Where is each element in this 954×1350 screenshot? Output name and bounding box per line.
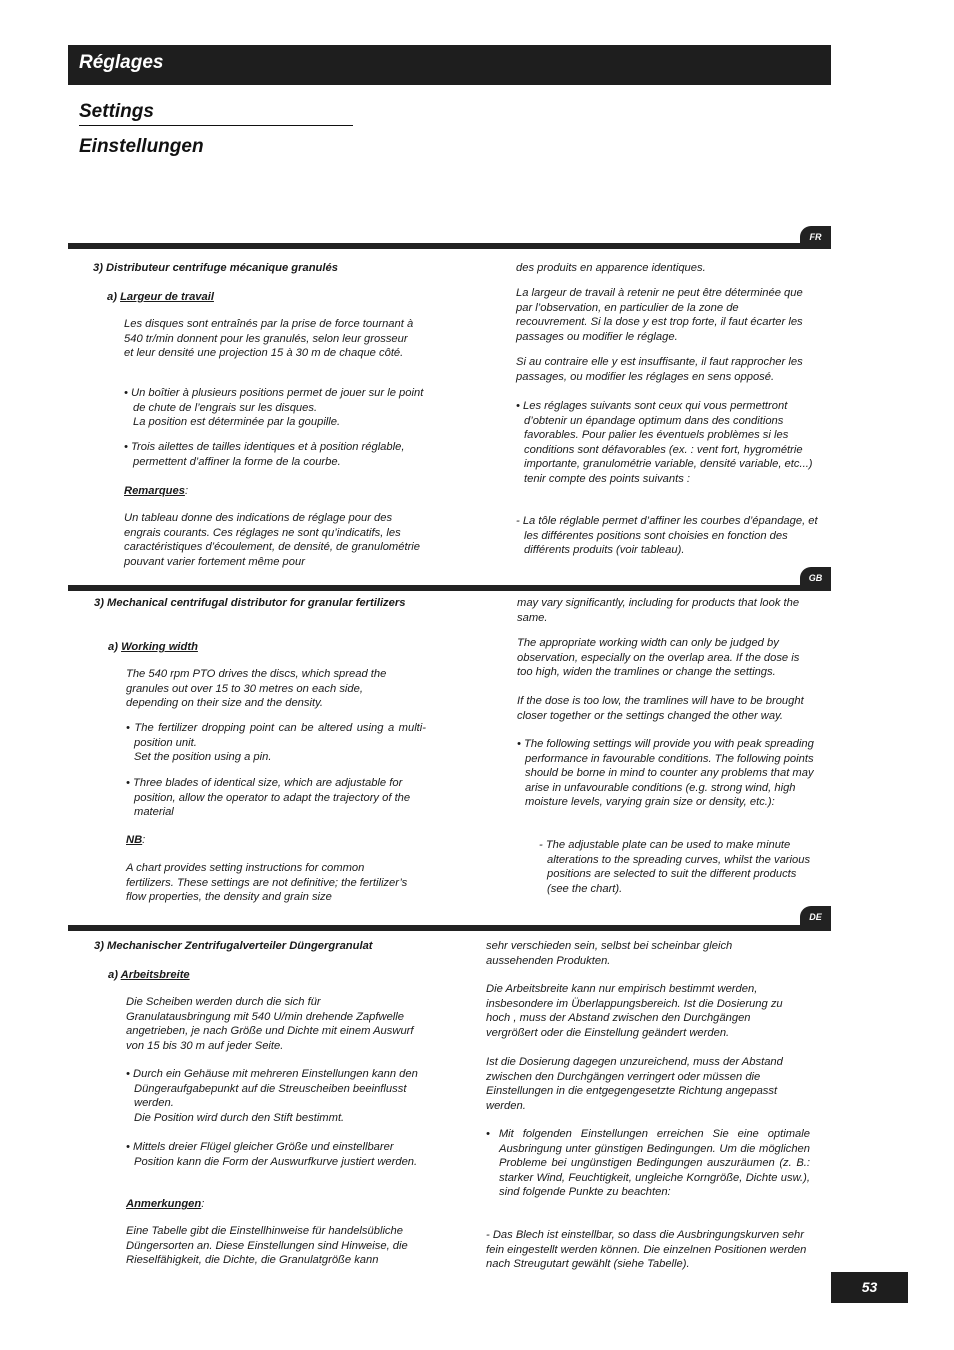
paragraph: If the dose is too low, the tramlines will have to be brought closer together or the settings changed the other way. — [517, 695, 804, 722]
remarks-heading — [126, 1197, 326, 1212]
subsection-heading — [108, 640, 408, 655]
lang-tab-de: DE — [800, 906, 831, 928]
remarks-label: NB — [126, 834, 143, 846]
paragraph: A chart provides setting instructions for common fertilizers. These settings are not definitive; the fertilizer’s flow properties, the density and grain size — [126, 862, 408, 903]
section-heading: 3) Distributeur centrifuge mécanique granulés — [93, 262, 338, 274]
title-bar — [68, 45, 831, 85]
subsection-heading — [108, 968, 408, 983]
bullet-continuation: Set the position using a pin. — [134, 751, 272, 763]
section-heading: 3) Mechanical centrifugal distributor for granular fertilizers — [94, 597, 406, 609]
subtitle-en: Settings — [79, 101, 154, 122]
bullet-item: • Un boîtier à plusieurs positions permet de jouer sur le point de chute de l’engrais sur les disques. — [124, 387, 424, 414]
paragraph: Die Arbeitsbreite kann nur empirisch bestimmt werden, insbesondere im Überlappungsbereich. Ist die Dosierung zu hoch , muss der Abstand zwischen den Durchgängen vergrößert oder die Einstellung geändert werden. — [486, 983, 783, 1039]
bullet-item: • Three blades of identical size, which are adjustable for position, allow the operator to adapt the trajectory of the material — [126, 777, 411, 818]
paragraph: Die Scheiben werden durch die sich für Granulatausbringung mit 540 U/min drehende Zapfwelle angetrieben, je nach Größe und Dichte mit einem Auswurf von 15 bis 30 m auf jeder Seite. — [126, 996, 414, 1052]
dash-item: - Das Blech ist einstellbar, so dass die Ausbringungskurven sehr fein eingestellt werden können. Die einzelnen Positionen werden nach Streugutart gewählt (siehe Tabelle). — [486, 1229, 807, 1270]
page-title: Réglages — [79, 52, 164, 73]
paragraph: Les disques sont entraînés par la prise de force tournant à 540 tr/min donnent pour les granulés, selon leur grosseur et leur densité une projection 15 à 30 m de chaque côté. — [124, 318, 414, 359]
lang-tab-fr: FR — [800, 226, 831, 248]
bullet-continuation: La position est déterminée par la goupille. — [133, 416, 341, 428]
section-divider-de — [68, 925, 831, 931]
subsection-heading — [107, 290, 407, 305]
bullet-item: • The fertilizer dropping point can be altered using a multi-position unit. — [126, 722, 426, 749]
subtitle-divider — [79, 125, 353, 126]
page-number: 53 — [831, 1272, 908, 1303]
remarks-suffix: : — [142, 834, 146, 846]
paragraph: The appropriate working width can only be judged by observation, especially on the overlap area. If the dose is too high, widen the tramlines or change the settings. — [517, 637, 800, 678]
subsection-label: Largeur de travail — [120, 291, 214, 303]
paragraph: Un tableau donne des indications de réglage pour des engrais courants. Ces réglages ne sont qu’indicatifs, les caractéristiques d’écoulement, de densité, de granulométrie pouvant varier fortement même pour — [124, 512, 421, 568]
paragraph: Eine Tabelle gibt die Einstellhinweise für handelsübliche Düngersorten an. Diese Einstellungen sind Hinweise, die Rieselfähigkeit, die Dichte, die Granulatgröße kann — [126, 1225, 408, 1266]
subsection-label: Arbeitsbreite — [120, 969, 190, 981]
paragraph: Si au contraire elle y est insuffisante, il faut rapprocher les passages, ou modifier les réglages en sens opposé. — [516, 356, 803, 383]
bullet-item: • Mittels dreier Flügel gleicher Größe und einstellbarer Position kann die Form der Auswurfkurve justiert werden. — [126, 1141, 418, 1168]
dash-item: - La tôle réglable permet d’affiner les courbes d’épandage, et les différentes positions sont choisies en fonction des différents produits (voir tableau). — [516, 515, 818, 556]
bullet-item: • The following settings will provide you with peak spreading performance in favourable conditions. The following points should be borne in mind to counter any problems that may arise in unfavourable conditions (e.g. strong wind, high moisture levels, varying grain size or density, etc.): — [517, 738, 814, 808]
paragraph: The 540 rpm PTO drives the discs, which spread the granules out over 15 to 30 metres on each side, depending on their size and the density. — [126, 668, 387, 709]
lang-tab-gb: GB — [800, 567, 831, 589]
section-divider-fr — [68, 243, 831, 249]
bullet-item: • Les réglages suivants sont ceux qui vous permettront d’obtenir un épandage optimum dans des conditions favorables. Pour palier les éventuels problèmes si les conditions sont défavorables (ex. : vent fort, hygrométrie importante, granulométrie variable, densité variable, etc...) tenir compte des points suivants : — [516, 400, 813, 485]
bullet-continuation: Die Position wird durch den Stift bestimmt. — [134, 1112, 345, 1124]
remarks-label: Anmerkungen — [126, 1198, 202, 1210]
section-heading: 3) Mechanischer Zentrifugalverteiler Düngergranulat — [94, 940, 373, 952]
subtitle-de: Einstellungen — [79, 136, 204, 157]
subsection-prefix: a) — [108, 641, 122, 653]
remarks-suffix: : — [184, 485, 189, 497]
remarks-label: Remarques — [124, 485, 185, 497]
subsection-label: Working width — [121, 641, 198, 653]
bullet-item: • Mit folgenden Einstellungen erreichen Sie eine optimale Ausbringung unter günstigen Bedingungen. Um die möglichen Probleme bei ungünstigen Bedingungen auszuräumen (z. B.: starker Wind, Feuchtigkeit, ungleiche Korngröße, Dichte usw.), sind folgende Punkte zu beachten: — [486, 1128, 810, 1198]
subsection-prefix: a) — [108, 969, 121, 981]
bullet-item: • Durch ein Gehäuse mit mehreren Einstellungen kann den Düngeraufgabepunkt auf die Streuscheiben beeinflusst werden. — [126, 1068, 418, 1109]
section-divider-gb — [68, 585, 831, 591]
paragraph: Ist die Dosierung dagegen unzureichend, muss der Abstand zwischen den Durchgängen verringert oder müssen die Einstellungen in die entgegengesetzte Richtung angepasst werden. — [486, 1056, 783, 1112]
subsection-prefix: a) — [107, 291, 121, 303]
paragraph: des produits en apparence identiques. — [516, 262, 706, 274]
bullet-item: • Trois ailettes de tailles identiques et à position réglable, permettent d’affiner la forme de la courbe. — [124, 441, 405, 468]
remarks-heading — [124, 484, 324, 499]
paragraph: sehr verschieden sein, selbst bei scheinbar gleich aussehenden Produkten. — [486, 940, 733, 967]
dash-item: - The adjustable plate can be used to make minute alterations to the spreading curves, whilst the various positions are selected to suit the different products (see the chart). — [539, 839, 811, 895]
remarks-suffix: : — [201, 1198, 205, 1210]
paragraph: La largeur de travail à retenir ne peut être déterminée que par l’observation, en particulier de la zone de recouvrement. Si la dose y est trop forte, il faut écarter les passages ou modifier le réglage. — [516, 287, 803, 343]
remarks-heading — [126, 833, 326, 848]
paragraph: may vary significantly, including for products that look the same. — [517, 597, 800, 624]
